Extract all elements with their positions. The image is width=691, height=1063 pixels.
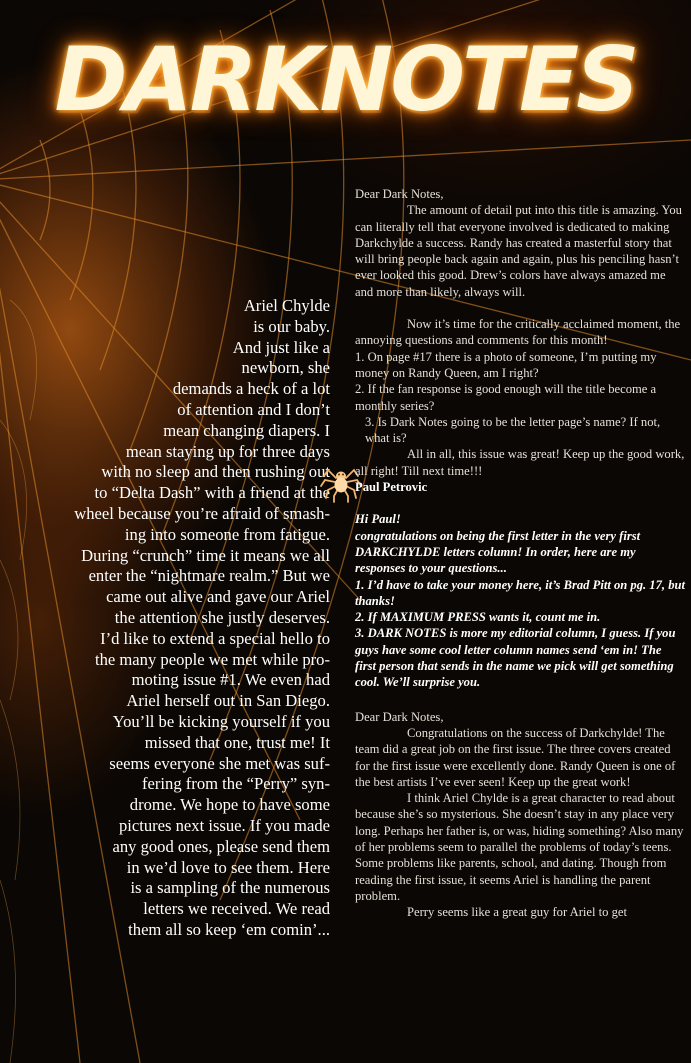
intro-line: newborn, she bbox=[241, 358, 330, 378]
letter-2 bbox=[355, 709, 685, 921]
intro-line: any good ones, please send them bbox=[112, 836, 330, 856]
intro-line: letters we received. We read bbox=[143, 899, 330, 919]
letter-signature: Paul Petrovic bbox=[355, 480, 428, 495]
page-title: DARKNOTES bbox=[54, 28, 637, 131]
intro-line: them all so keep ‘em comin’... bbox=[128, 919, 330, 939]
intro-line: mean staying up for three days bbox=[125, 441, 330, 461]
letter-paragraph: Congratulations on the success of Darkchylde! The team did a great job on the first issue. The three covers created for the first issue were excellently done. Randy Queen is one of the best artists I’ve ever seen! Keep up the great work! bbox=[355, 725, 676, 789]
intro-line: drome. We hope to have some bbox=[129, 795, 330, 815]
letter-question: 2. If the fan response is good enough will the title become a monthly series? bbox=[355, 382, 657, 413]
intro-line: to “Delta Dash” with a friend at the bbox=[94, 483, 330, 503]
intro-line: with no sleep and then rushing out bbox=[101, 462, 330, 482]
letters-column bbox=[355, 186, 685, 920]
intro-line: ing into someone from fatigue. bbox=[124, 524, 330, 544]
intro-line: came out alive and gave our Ariel bbox=[106, 587, 330, 607]
letter-question: 1. On page #17 there is a photo of someone, I’m putting my money on Randy Queen, am I right? bbox=[355, 349, 657, 380]
intro-line: seems everyone she met was suf- bbox=[109, 753, 330, 773]
letter-closing: All in all, this issue was great! Keep up the good work, all right! Till next time!!! bbox=[355, 447, 685, 478]
intro-line: the many people we met while pro- bbox=[94, 649, 330, 669]
editor-reply-1 bbox=[355, 511, 685, 690]
letter-salutation: Dear Dark Notes, bbox=[355, 187, 444, 201]
letter-paragraph: The amount of detail put into this title is amazing. You can literally tell that everyone involved is dedicated to making Darkchylde a success. Randy has created a masterful story that will bring people back again and again, plus his penciling hasn’t ever looked this good. Drew’s colors have always amazed me and more than likely, always will. bbox=[355, 203, 682, 299]
intro-line: And just like a bbox=[232, 337, 330, 357]
letter-question: 3. Is Dark Notes going to be the letter page’s name? If not, what is? bbox=[365, 414, 661, 446]
letter-paragraph: Now it’s time for the critically acclaimed moment, the annoying questions and comments for this month! bbox=[355, 317, 681, 348]
intro-line: in we’d love to see them. Here bbox=[126, 857, 330, 877]
reply-greeting: Hi Paul! bbox=[355, 512, 401, 527]
intro-line: Ariel Chylde bbox=[243, 296, 330, 315]
letter-salutation: Dear Dark Notes, bbox=[355, 709, 444, 724]
intro-line: fering from the “Perry” syn- bbox=[142, 774, 330, 794]
editorial-intro bbox=[28, 296, 330, 941]
reply-answer: 3. DARK NOTES is more my editorial column, I guess. If you guys have some cool letter column names send ‘em in! The first person that sends in the name we pick will get something cool. We’ll surprise you. bbox=[355, 626, 676, 690]
letter-1 bbox=[355, 186, 685, 495]
intro-line: moting issue #1. We even had bbox=[131, 670, 330, 690]
intro-line: I’d like to extend a special hello to bbox=[100, 628, 330, 648]
intro-line: You’ll be kicking yourself if you bbox=[112, 711, 330, 731]
intro-line: is our baby. bbox=[253, 316, 330, 336]
intro-line: demands a heck of a lot bbox=[172, 379, 330, 399]
intro-line: the attention she justly deserves. bbox=[114, 607, 330, 627]
reply-answer: 1. I’d have to take your money here, it’s Brad Pitt on pg. 17, but thanks! bbox=[355, 577, 686, 608]
intro-line: During “crunch” time it means we all bbox=[81, 545, 330, 565]
intro-line: pictures next issue. If you made bbox=[118, 815, 330, 835]
intro-line: missed that one, trust me! It bbox=[144, 732, 330, 752]
intro-line: Ariel herself out in San Diego. bbox=[126, 691, 330, 711]
letter-paragraph: I think Ariel Chylde is a great character to read about because she’s so mysterious. She doesn’t stay in any place very long. Perhaps her father is, or was, hiding something? Also many of her problems seem to parallel the problems of today’s teens. Some problems like parents, school, and dating. Though from reading the first issue, it seems Ariel is handling the parent problem. bbox=[355, 791, 684, 903]
intro-line: of attention and I don’t bbox=[177, 399, 330, 419]
intro-line: enter the “nightmare realm.” But we bbox=[88, 566, 330, 586]
intro-line: wheel because you’re afraid of smash- bbox=[74, 503, 330, 523]
reply-answer: 2. If MAXIMUM PRESS wants it, count me in. bbox=[355, 610, 601, 625]
intro-line: is a sampling of the numerous bbox=[130, 878, 330, 898]
reply-paragraph: congratulations on being the first letter in the very first DARKCHYLDE letters column! In order, here are my responses to your questions... bbox=[355, 528, 641, 576]
intro-line: mean changing diapers. I bbox=[163, 420, 330, 440]
letter-paragraph: Perry seems like a great guy for Ariel to get bbox=[407, 905, 627, 920]
